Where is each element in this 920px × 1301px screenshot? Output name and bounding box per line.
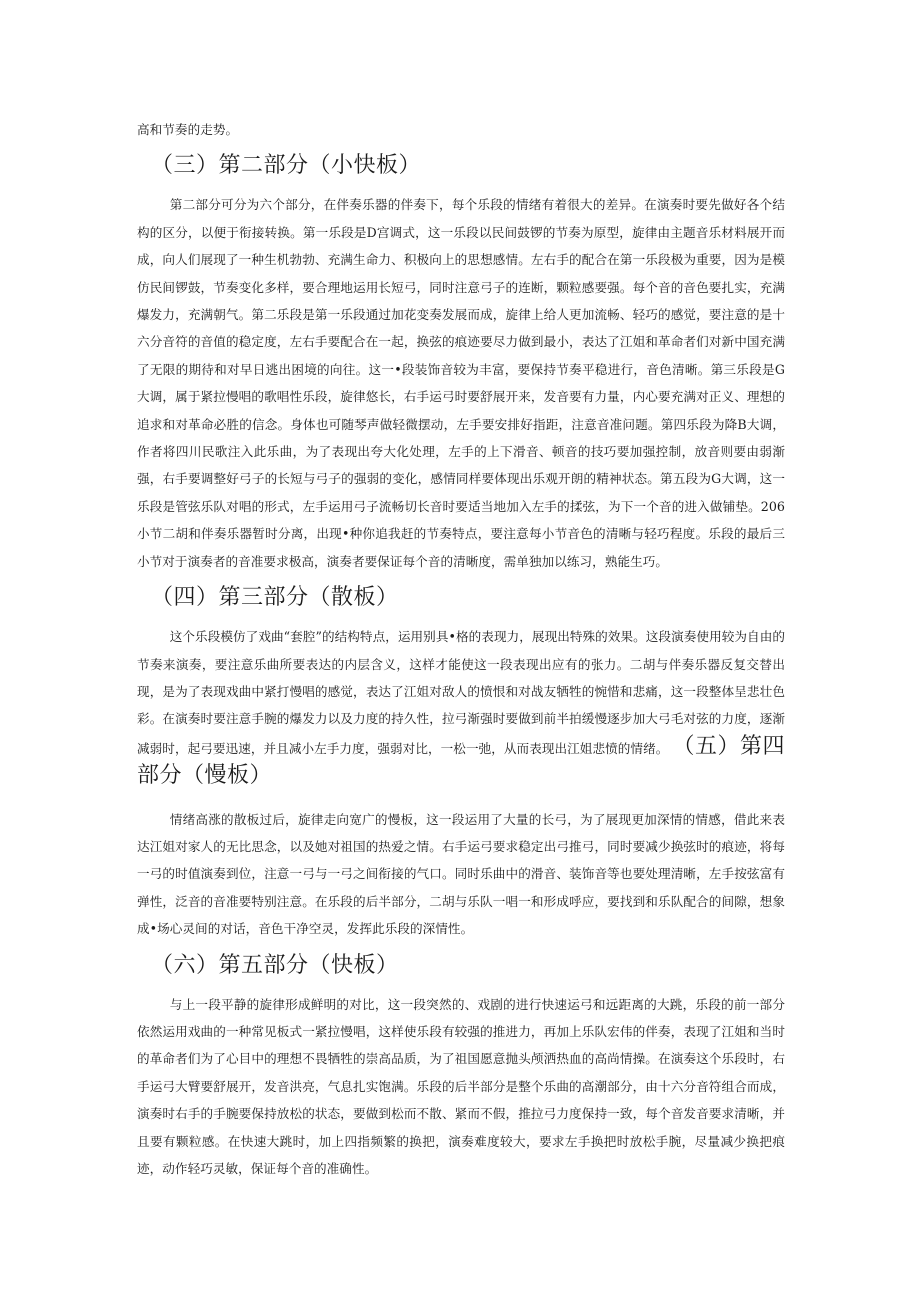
paragraph-section-6: 与上一段平静的旋律形成鲜明的对比，这一段突然的、戏剧的进行快速运弓和远距离的大跳，乐段的前一部分依然运用戏曲的一种常见板式一紧拉慢唱，这样使乐段有较强的推进力，再加上乐队宏伟的伴奏，表现了江姐和当时的革命者们为了心目中的理想不畏牺牲的崇高品质，为了祖国愿意抛头颅洒热血的高尚情操。在演奏这个乐段时，右手运弓大臂要舒展开，发音洪亮，气息扎实饱满。乐段的后半部分是整个乐曲的高潮部分，由十六分音符组合而成，演奏时右手的手腕要保持放松的状态，要做到松而不散、紧而不假，推拉弓力度保持一致，每个音发音要求清晰，并且要有颗粒感。在快速大跳时，加上四指频繁的换把，演奏难度较大，要求左手换把时放松手腕，尽量减少换把痕迹，动作轻巧灵敏，保证每个音的准确性。 [137,996,785,1176]
section-heading-4: （四）第三部分（散板） [151,585,399,611]
section-heading-6: （六）第五部分（快板） [151,952,399,978]
section-heading-5: （五）第四部分（慢板） [137,733,785,789]
paragraph-section-4 [137,623,785,791]
paragraph-section-5: 情绪高涨的散板过后，旋律走向宽广的慢板，这一段运用了大量的长弓，为了展现更加深情的情感，借此来表达江姐对家人的无比思念，以及她对祖国的热爱之情。右手运弓要求稳定出弓推弓，同时要减少换弦时的痕迹，将每一弓的时值演奏到位，注意一弓与一弓之间衔接的气口。同时乐曲中的滑音、装饰音等也要处理清晰，左手按弦富有弹性，泛音的音准要特别注意。在乐段的后半部分，二胡与乐队一唱一和形成呼应，要找到和乐队配合的间隙，想象成•场心灵间的对话，音色干净空灵，发挥此乐段的深情性。 [137,811,785,937]
section-heading-3: （三）第二部分（小快板） [151,153,422,179]
paragraph-section-4-text: 这个乐段模仿了戏曲“套腔”的结构特点，运用别具•格的表现力，展现出特殊的效果。这段演奏使用较为自由的节奏来演奏，要注意乐曲所要表达的内层含义，这样才能使这一段表现出应有的张力。二胡与伴奏乐器反复交替出现，是为了表现戏曲中紧打慢唱的感觉，表达了江姐对敌人的愤恨和对战友牺牲的惋惜和悲痛，这一段整体呈悲壮色彩。在演奏时要注意手腕的爆发力以及力度的持久性，拉弓渐强时要做到前半拍缓慢逐步加大弓毛对弦的力度，逐渐减弱时，起弓要迅速，并且减小左手力度，强弱对比，一松一弛，从而表现出江姐悲愤的情绪。 [137,629,785,756]
document-body [137,116,785,1182]
paragraph-continuation: 高和节奏的走势。 [137,122,239,137]
paragraph-section-3: 第二部分可分为六个部分，在伴奏乐器的伴奏下，每个乐段的情绪有着很大的差异。在演奏时要先做好各个结构的区分，以便于衔接转换。第一乐段是D宫调式，这一乐段以民间鼓锣的节奏为原型，旋律由主题音乐材料展开而成，向人们展现了一种生机勃勃、充满生命力、积极向上的思想感情。左右手的配合在第一乐段极为重要，因为是模仿民间锣鼓，节奏变化多样，要合理地运用长短弓，同时注意弓子的连断，颗粒感要强。每个音的音色要扎实，充满爆发力，充满朝气。第二乐段是第一乐段通过加花变奏发展而成，旋律上给人更加流畅、轻巧的感觉，要注意的是十六分音符的音值的稳定度，左右手要配合在一起，换弦的痕迹要尽力做到最小，表达了江姐和革命者们对新中国充满了无限的期待和对早日逃出困境的向往。这一•段装饰音较为丰富，要保持节奏平稳进行，音色清晰。第三乐段是G大调，属于紧拉慢唱的歌唱性乐段，旋律悠长，右手运弓时要舒展开来，发音要有力量，内心要充满对正义、理想的追求和对革命必胜的信念。身体也可随琴声做轻微摆动，左手要安排好指距，注意音准问题。第四乐段为降B大调，作者将四川民歌注入此乐曲，为了表现出夸大化处理，左手的上下滑音、顿音的技巧要加强控制，放音则要由弱渐强，右手要调整好弓子的长短与弓子的强弱的变化，感情同样要体现出乐观开朗的精神状态。第五段为G大调，这一乐段是管弦乐队对唱的形式，左手运用弓子流畅切长音时要适当地加入左手的揉弦，为下一个音的进入做铺垫。206小节二胡和伴奏乐器暂时分离，出现•种你追我赶的节奏特点，要注意每小节音色的清晰与轻巧程度。乐段的最后三小节对于演奏者的音准要求极高，演奏者要保证每个音的清晰度，需单独加以练习，熟能生巧。 [137,197,785,569]
